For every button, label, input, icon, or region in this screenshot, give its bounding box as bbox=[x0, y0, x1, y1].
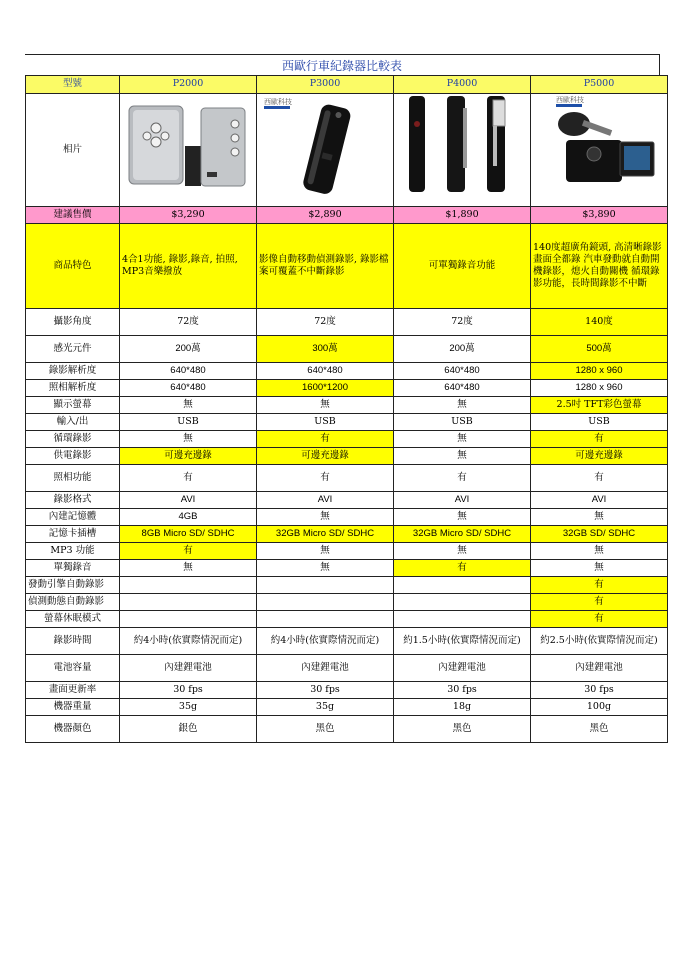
spec-value: 無 bbox=[394, 509, 531, 526]
spec-value: 640*480 bbox=[257, 363, 394, 380]
spec-value bbox=[394, 594, 531, 611]
comparison-table bbox=[25, 75, 668, 743]
spec-value bbox=[257, 594, 394, 611]
spec-row bbox=[26, 526, 668, 543]
price-row bbox=[26, 207, 668, 224]
spec-label: 照相解析度 bbox=[26, 380, 120, 397]
spec-value: USB bbox=[120, 414, 257, 431]
features-label: 商品特色 bbox=[26, 224, 120, 309]
features-row bbox=[26, 224, 668, 309]
p3000-product-image bbox=[259, 94, 391, 202]
spec-value: 黑色 bbox=[531, 716, 668, 743]
spec-row bbox=[26, 431, 668, 448]
spec-value: 無 bbox=[120, 397, 257, 414]
spec-value: 無 bbox=[257, 509, 394, 526]
spec-value: 30 fps bbox=[120, 682, 257, 699]
price-label: 建議售價 bbox=[26, 207, 120, 224]
spec-value: 內建鋰電池 bbox=[394, 655, 531, 682]
sheet-title: 西歐行車紀錄器比較表 bbox=[25, 54, 660, 75]
spec-value: 4GB bbox=[120, 509, 257, 526]
p3000-brand-logo: 西歐科技 bbox=[264, 98, 292, 107]
features-p4000: 可單獨錄音功能 bbox=[394, 224, 531, 309]
spec-row bbox=[26, 716, 668, 743]
spec-value: 約1.5小時(依實際情況而定) bbox=[394, 628, 531, 655]
spec-label: 偵測動態自動錄影 bbox=[26, 594, 120, 611]
spec-label: 供電錄影 bbox=[26, 448, 120, 465]
price-p4000: $1,890 bbox=[394, 207, 531, 224]
spec-label: MP3 功能 bbox=[26, 543, 120, 560]
spec-value: AVI bbox=[531, 492, 668, 509]
spec-value: 黑色 bbox=[257, 716, 394, 743]
spec-value: 1280 x 960 bbox=[531, 363, 668, 380]
spec-row bbox=[26, 543, 668, 560]
spec-row bbox=[26, 628, 668, 655]
model-p3000: P3000 bbox=[257, 76, 394, 94]
features-p3000: 影像自動移動偵測錄影, 錄影檔案可覆蓋不中斷錄影 bbox=[257, 224, 394, 309]
spec-label: 感光元件 bbox=[26, 336, 120, 363]
photo-p3000 bbox=[257, 94, 394, 207]
spec-value bbox=[394, 611, 531, 628]
spec-value: 有 bbox=[394, 465, 531, 492]
spec-value: USB bbox=[394, 414, 531, 431]
spec-row bbox=[26, 611, 668, 628]
photo-p5000 bbox=[531, 94, 668, 207]
spec-value: 有 bbox=[531, 431, 668, 448]
spec-label: 循環錄影 bbox=[26, 431, 120, 448]
spec-value: 8GB Micro SD/ SDHC bbox=[120, 526, 257, 543]
spec-row bbox=[26, 448, 668, 465]
spec-value bbox=[394, 577, 531, 594]
spec-row bbox=[26, 699, 668, 716]
p5000-brand-logo: 西歐科技 bbox=[556, 96, 584, 105]
spec-value bbox=[257, 611, 394, 628]
spec-label: 機器重量 bbox=[26, 699, 120, 716]
model-p2000: P2000 bbox=[120, 76, 257, 94]
spec-value: 32GB SD/ SDHC bbox=[531, 526, 668, 543]
spec-label: 錄影解析度 bbox=[26, 363, 120, 380]
spec-row bbox=[26, 414, 668, 431]
spec-row bbox=[26, 577, 668, 594]
spec-label: 單獨錄音 bbox=[26, 560, 120, 577]
spec-value: 300萬 bbox=[257, 336, 394, 363]
spec-row bbox=[26, 309, 668, 336]
spec-value: AVI bbox=[120, 492, 257, 509]
spec-value bbox=[120, 577, 257, 594]
spec-value: 有 bbox=[531, 577, 668, 594]
spec-label: 機器顏色 bbox=[26, 716, 120, 743]
spec-value: 35g bbox=[257, 699, 394, 716]
comparison-sheet bbox=[25, 54, 660, 743]
spec-row bbox=[26, 336, 668, 363]
spec-value: 640*480 bbox=[394, 380, 531, 397]
spec-label: 發動引擎自動錄影 bbox=[26, 577, 120, 594]
spec-value: 72度 bbox=[394, 309, 531, 336]
spec-value: AVI bbox=[394, 492, 531, 509]
spec-value: 有 bbox=[531, 611, 668, 628]
spec-row bbox=[26, 594, 668, 611]
spec-value: 可邊充邊錄 bbox=[120, 448, 257, 465]
spec-value: 可邊充邊錄 bbox=[257, 448, 394, 465]
spec-value: 有 bbox=[120, 543, 257, 560]
spec-value: 無 bbox=[257, 397, 394, 414]
spec-value: 無 bbox=[394, 543, 531, 560]
header-row bbox=[26, 76, 668, 94]
spec-value: 可邊充邊錄 bbox=[531, 448, 668, 465]
spec-value: 100g bbox=[531, 699, 668, 716]
spec-value: 640*480 bbox=[394, 363, 531, 380]
spec-rows bbox=[26, 309, 668, 743]
spec-value: 內建鋰電池 bbox=[120, 655, 257, 682]
spec-value: 黑色 bbox=[394, 716, 531, 743]
spec-value: 無 bbox=[531, 560, 668, 577]
spec-row bbox=[26, 397, 668, 414]
spec-label: 電池容量 bbox=[26, 655, 120, 682]
spec-value: USB bbox=[257, 414, 394, 431]
spec-value: 有 bbox=[120, 465, 257, 492]
spec-label: 螢幕休眠模式 bbox=[26, 611, 120, 628]
spec-value: 無 bbox=[257, 560, 394, 577]
price-p3000: $2,890 bbox=[257, 207, 394, 224]
spec-value: 2.5吋 TFT彩色螢幕 bbox=[531, 397, 668, 414]
photo-label: 相片 bbox=[26, 94, 120, 207]
spec-value: 30 fps bbox=[394, 682, 531, 699]
spec-value: 200萬 bbox=[120, 336, 257, 363]
spec-label: 顯示螢幕 bbox=[26, 397, 120, 414]
spec-value: 約2.5小時(依實際情況而定) bbox=[531, 628, 668, 655]
spec-value: 1280 x 960 bbox=[531, 380, 668, 397]
spec-label: 畫面更新率 bbox=[26, 682, 120, 699]
spec-value: 無 bbox=[257, 543, 394, 560]
spec-label: 輸入/出 bbox=[26, 414, 120, 431]
spec-value: 無 bbox=[531, 543, 668, 560]
spec-value: 無 bbox=[531, 509, 668, 526]
spec-value: 30 fps bbox=[531, 682, 668, 699]
model-p4000: P4000 bbox=[394, 76, 531, 94]
spec-value: 無 bbox=[394, 431, 531, 448]
spec-value: 640*480 bbox=[120, 363, 257, 380]
spec-value: 無 bbox=[120, 560, 257, 577]
price-p2000: $3,290 bbox=[120, 207, 257, 224]
features-p2000: 4合1功能, 錄影,錄音, 拍照, MP3音樂撥放 bbox=[120, 224, 257, 309]
spec-row bbox=[26, 509, 668, 526]
spec-value: 內建鋰電池 bbox=[257, 655, 394, 682]
spec-value: 有 bbox=[531, 594, 668, 611]
spec-value: 銀色 bbox=[120, 716, 257, 743]
spec-value: 140度 bbox=[531, 309, 668, 336]
spec-value: 有 bbox=[257, 431, 394, 448]
spec-value: 無 bbox=[394, 448, 531, 465]
spec-row bbox=[26, 465, 668, 492]
spec-value bbox=[120, 611, 257, 628]
spec-value: 32GB Micro SD/ SDHC bbox=[394, 526, 531, 543]
spec-value: 內建鋰電池 bbox=[531, 655, 668, 682]
p4000-product-image bbox=[396, 94, 528, 202]
spec-label: 錄影格式 bbox=[26, 492, 120, 509]
photo-row bbox=[26, 94, 668, 207]
spec-label: 內建記憶體 bbox=[26, 509, 120, 526]
spec-row bbox=[26, 655, 668, 682]
spec-value: 72度 bbox=[257, 309, 394, 336]
spec-value: 72度 bbox=[120, 309, 257, 336]
spec-value: 1600*1200 bbox=[257, 380, 394, 397]
spec-value: 約4小時(依實際情況而定) bbox=[257, 628, 394, 655]
model-p5000: P5000 bbox=[531, 76, 668, 94]
spec-value: 約4小時(依實際情況而定) bbox=[120, 628, 257, 655]
spec-row bbox=[26, 492, 668, 509]
spec-label: 攝影角度 bbox=[26, 309, 120, 336]
spec-row bbox=[26, 682, 668, 699]
spec-row bbox=[26, 560, 668, 577]
spec-row bbox=[26, 380, 668, 397]
header-label: 型號 bbox=[26, 76, 120, 94]
spec-value: 30 fps bbox=[257, 682, 394, 699]
photo-p4000 bbox=[394, 94, 531, 207]
spec-value: 500萬 bbox=[531, 336, 668, 363]
photo-p2000 bbox=[120, 94, 257, 207]
spec-value: 有 bbox=[394, 560, 531, 577]
spec-value: 200萬 bbox=[394, 336, 531, 363]
spec-value: 18g bbox=[394, 699, 531, 716]
spec-value: USB bbox=[531, 414, 668, 431]
p2000-product-image bbox=[122, 94, 254, 202]
spec-value bbox=[120, 594, 257, 611]
spec-value: 有 bbox=[531, 465, 668, 492]
spec-value: 640*480 bbox=[120, 380, 257, 397]
spec-value: 32GB Micro SD/ SDHC bbox=[257, 526, 394, 543]
spec-row bbox=[26, 363, 668, 380]
price-p5000: $3,890 bbox=[531, 207, 668, 224]
spec-label: 記憶卡插槽 bbox=[26, 526, 120, 543]
spec-value: 無 bbox=[120, 431, 257, 448]
spec-label: 錄影時間 bbox=[26, 628, 120, 655]
spec-value: AVI bbox=[257, 492, 394, 509]
spec-value: 有 bbox=[257, 465, 394, 492]
spec-value: 35g bbox=[120, 699, 257, 716]
spec-label: 照相功能 bbox=[26, 465, 120, 492]
features-p5000: 140度超廣角鏡頭, 高清晰錄影畫面全都錄 汽車發動就自動開機錄影，熄火自動關機 循環錄影功能，長時間錄影不中斷 bbox=[531, 224, 668, 309]
p5000-product-image bbox=[533, 94, 665, 202]
spec-value bbox=[257, 577, 394, 594]
spec-value: 無 bbox=[394, 397, 531, 414]
